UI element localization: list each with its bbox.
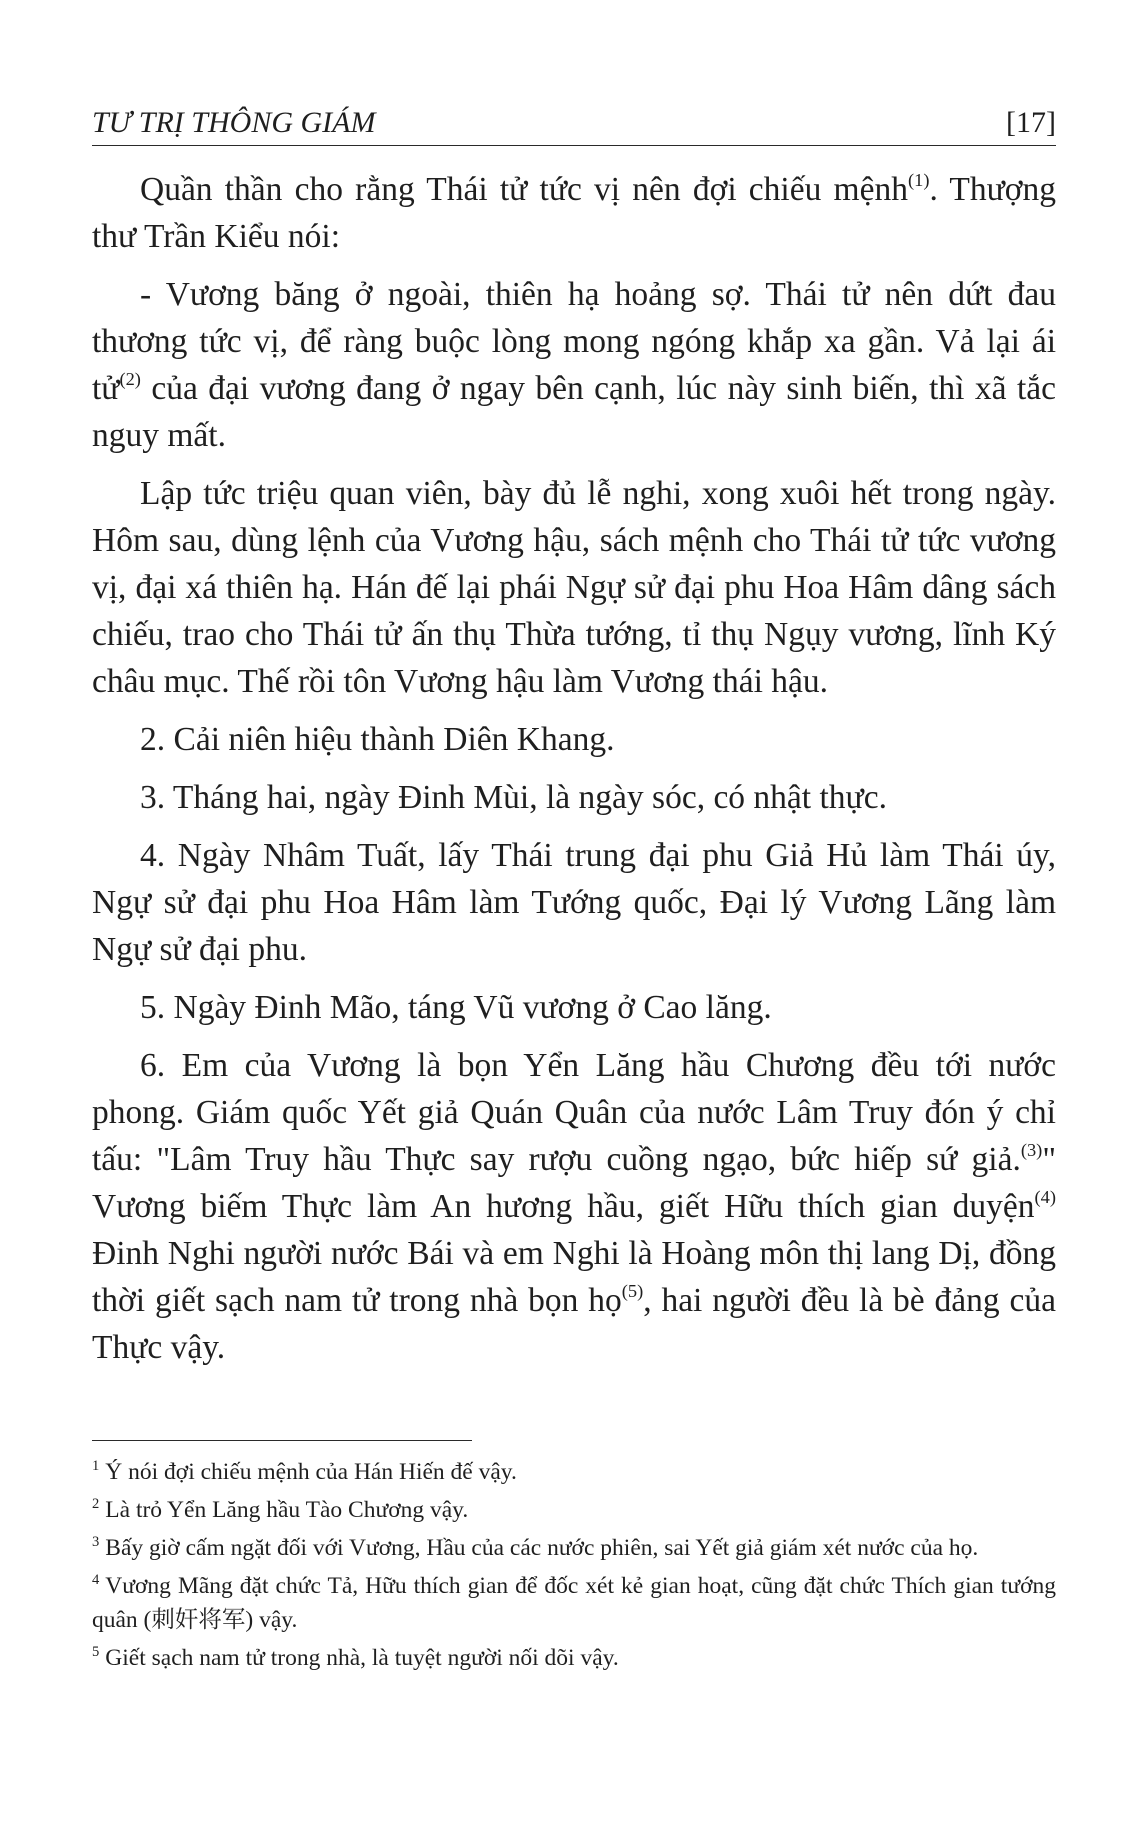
footnote-text: Giết sạch nam tử trong nhà, là tuyệt người nối dõi vậy. [105,1645,619,1671]
footnote-ref-1: (1) [907,170,930,191]
footnote-text: Vương Mãng đặt chức Tả, Hữu thích gian để đốc xét kẻ gian hoạt, cũng đặt chức Thích gian tướng quân (刺奸将军) vậy. [92,1573,1056,1633]
paragraph-8-text-b: " Vương biếm Thực làm An hương hầu, giết Hữu thích gian duyện [92,1141,1056,1225]
footnote-ref-5: (5) [621,1281,644,1302]
footnote-number: 1 [92,1458,100,1475]
footnote-text: Bấy giờ cấm ngặt đối với Vương, Hầu của các nước phiên, sai Yết giả giám xét nước của họ. [105,1535,979,1561]
paragraph-8-text: 6. Em của Vương là bọn Yển Lăng hầu Chương đều tới nước phong. Giám quốc Yết giả Quán Quân của nước Lâm Truy đón ý chỉ tấu: "Lâm Truy hầu Thực say rượu cuồng ngạo, bức hiếp sứ giả. [92,1047,1056,1178]
paragraph-2-text: - Vương băng ở ngoài, thiên hạ hoảng sợ. Thái tử nên dứt đau thương tức vị, để ràng buộc lòng mong ngóng khắp xa gần. Vả lại ái tử [92,276,1056,407]
footnote-ref-3: (3) [1020,1140,1043,1161]
footnote-text: Là trỏ Yển Lăng hầu Tào Chương vậy. [105,1497,469,1523]
footnote-ref-4: (4) [1034,1187,1056,1208]
paragraph-2-text-cont: của đại vương đang ở ngay bên cạnh, lúc này sinh biến, thì xã tắc nguy mất. [92,370,1056,454]
footnote-5 [92,1641,1056,1675]
paragraph-6: 4. Ngày Nhâm Tuất, lấy Thái trung đại phu Giả Hủ làm Thái úy, Ngự sử đại phu Hoa Hâm làm Tướng quốc, Đại lý Vương Lãng làm Ngự sử đại phu. [92,837,1056,968]
footnote-ref-2: (2) [119,369,141,390]
footnote-number: 4 [92,1572,100,1589]
paragraph-8-text-d: , hai người đều là bè đảng của Thực vậy. [92,1282,1056,1366]
main-text [92,166,1056,1382]
footnote-divider [92,1440,472,1441]
footnote-2 [92,1493,1056,1527]
paragraph-4: 2. Cải niên hiệu thành Diên Khang. [140,721,615,758]
running-header [92,101,1056,146]
paragraph-1-text-cont: . Thượng thư Trần Kiểu nói: [92,171,1056,255]
paragraph-5: 3. Tháng hai, ngày Đinh Mùi, là ngày sóc, có nhật thực. [140,779,887,816]
book-title: TƯ TRỊ THÔNG GIÁM [92,106,376,139]
footnote-number: 5 [92,1644,100,1661]
paragraph-8 [92,1042,1056,1371]
footnote-3 [92,1531,1056,1565]
footnote-text: Ý nói đợi chiếu mệnh của Hán Hiến đế vậy. [105,1459,517,1485]
footnote-4 [92,1569,1056,1637]
paragraph-7: 5. Ngày Đinh Mão, táng Vũ vương ở Cao lăng. [140,989,772,1026]
paragraph-3: Lập tức triệu quan viên, bày đủ lễ nghi, xong xuôi hết trong ngày. Hôm sau, dùng lệnh của Vương hậu, sách mệnh cho Thái tử tức vương vị, đại xá thiên hạ. Hán đế lại phái Ngự sử đại phu Hoa Hâm dâng sách chiếu, trao cho Thái tử ấn thụ Thừa tướng, tỉ thụ Ngụy vương, lĩnh Ký châu mục. Thế rồi tôn Vương hậu làm Vương thái hậu. [92,475,1056,700]
paragraph-8-text-c: Đinh Nghi người nước Bái và em Nghi là Hoàng môn thị lang Dị, đồng thời giết sạch nam tử trong nhà bọn họ [92,1235,1056,1319]
footnote-1 [92,1455,1056,1489]
paragraph-1-text: Quần thần cho rằng Thái tử tức vị nên đợi chiếu mệnh [140,171,908,208]
paragraph-1 [92,166,1056,260]
page-number: [17] [1006,106,1056,139]
footnote-number: 2 [92,1496,100,1513]
paragraph-2 [92,271,1056,459]
footnotes [92,1455,1056,1679]
footnote-number: 3 [92,1534,100,1551]
